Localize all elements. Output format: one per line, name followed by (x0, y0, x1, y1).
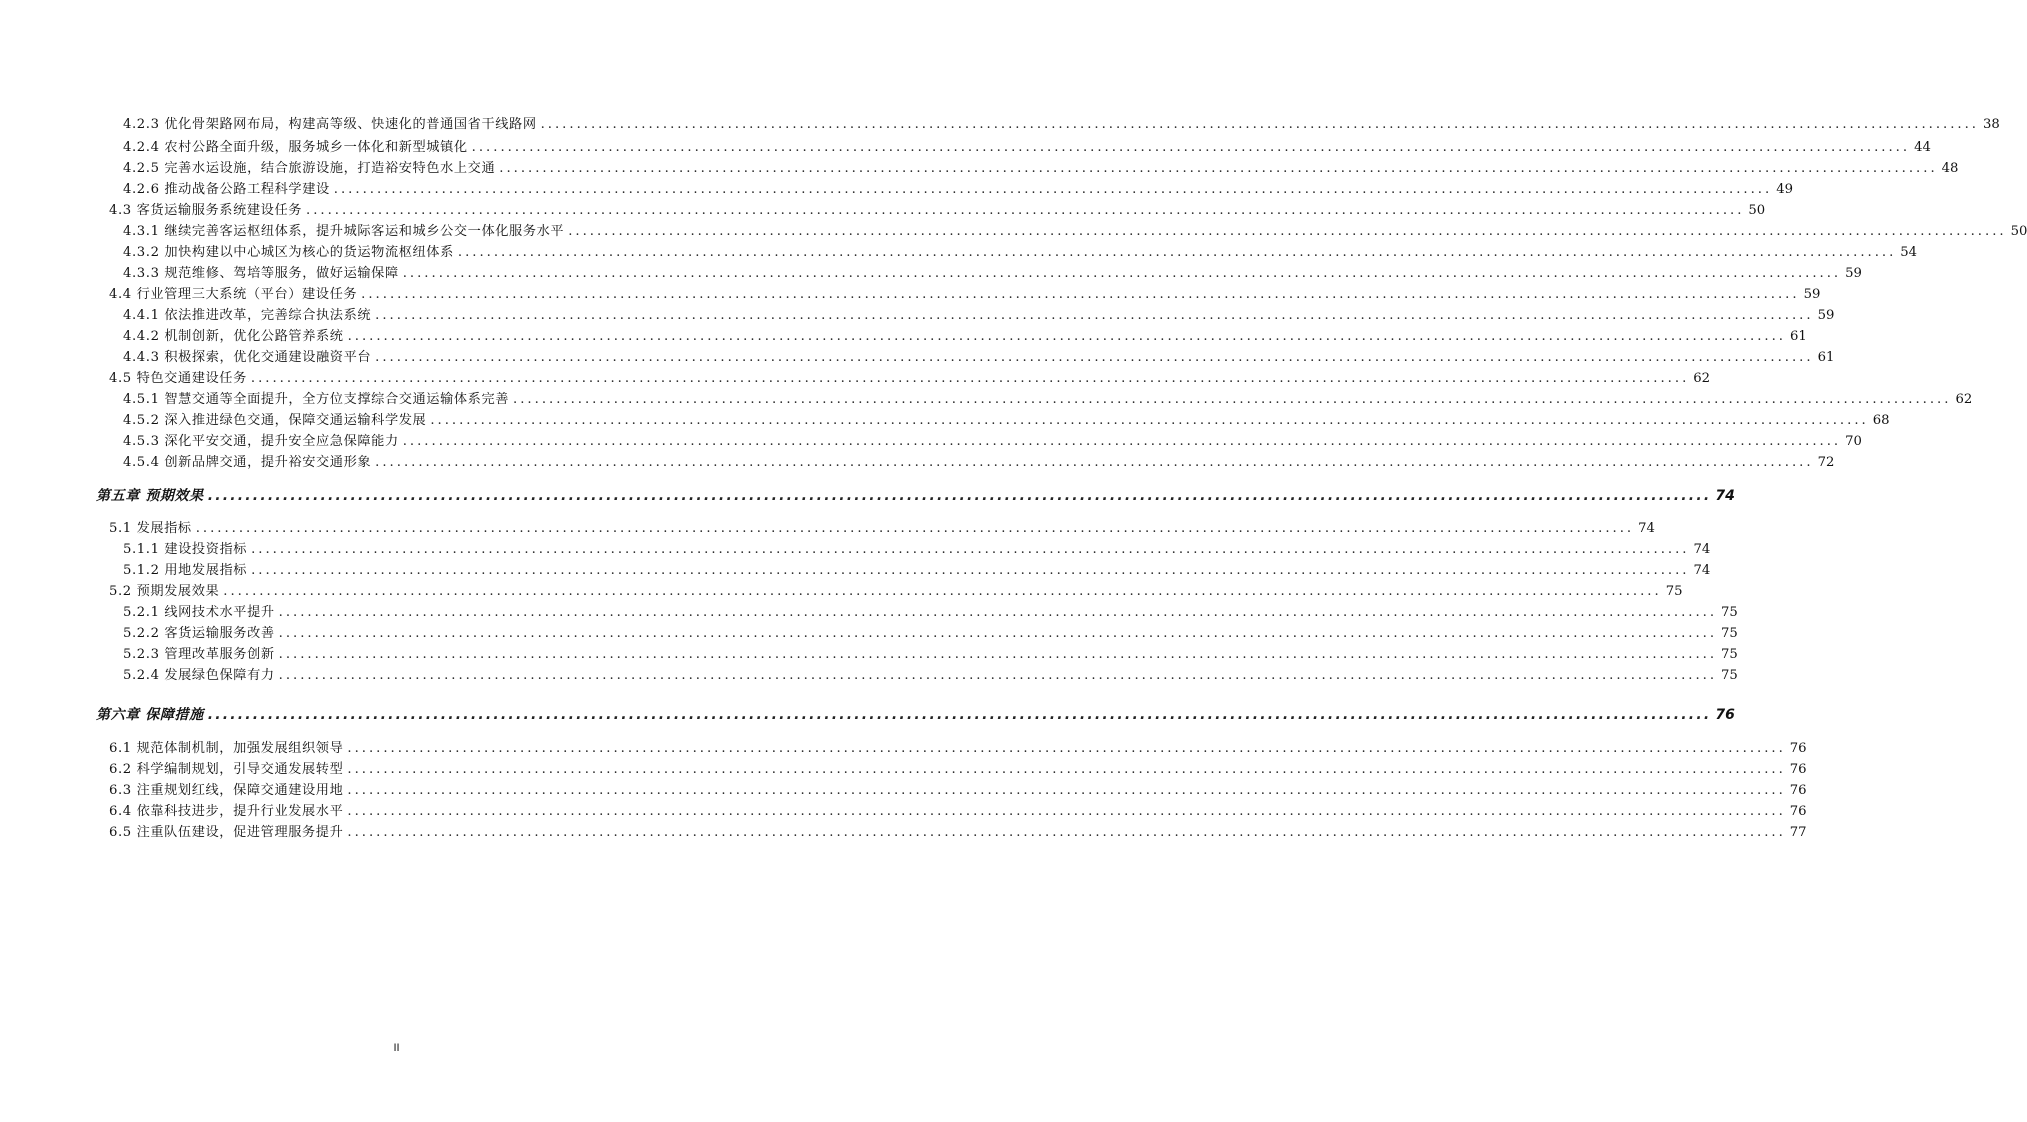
toc-page-number: 77 (1789, 825, 1807, 840)
toc-leader-dots: ........................................................................................................................................................................................................ (347, 825, 1786, 840)
toc-entry-title: 4.5.3 深化平安交通，提升安全应急保障能力 (123, 434, 399, 449)
toc-leader-dots: ........................................................................................................................................................................................................ (278, 647, 1718, 662)
toc-entry[interactable] (0, 625, 1738, 643)
toc-leader-dots: ........................................................................................................................................................................................................ (347, 804, 1786, 819)
toc-page-number: 75 (1721, 605, 1738, 620)
toc-page-number: 61 (1789, 329, 1807, 344)
toc-leader-dots: ........................................................................................................................................................................................................ (430, 413, 1869, 428)
toc-entry-title: 4.4.3 积极探索，优化交通建设融资平台 (123, 350, 372, 365)
toc-entry-title: 4.5.4 创新品牌交通，提升裕安交通形象 (123, 455, 372, 470)
toc-leader-dots: ........................................................................................................................................................................................................ (499, 161, 1938, 176)
page-number: II (393, 1042, 400, 1054)
toc-leader-dots: ........................................................................................................................................................................................................ (207, 707, 1712, 723)
toc-entry[interactable] (0, 667, 1738, 685)
toc-leader-dots: ........................................................................................................................................................................................................ (457, 245, 1897, 260)
toc-entry-title: 4.5.1 智慧交通等全面提升，全方位支撑综合交通运输体系完善 (123, 392, 510, 407)
toc-entry-title: 5.2.3 管理改革服务创新 (123, 647, 275, 662)
toc-entry[interactable] (0, 328, 1807, 346)
toc-page-number: 74 (1693, 563, 1711, 578)
toc-entry-title: 4.5 特色交通建设任务 (109, 371, 247, 386)
toc-entry-title: 5.1.2 用地发展指标 (123, 563, 248, 578)
toc-entry[interactable] (0, 520, 1655, 538)
toc-entry[interactable] (0, 740, 1807, 758)
toc-page-number: 75 (1721, 668, 1738, 683)
toc-page-number: 74 (1638, 521, 1655, 536)
toc-entry-title: 4.3.2 加快构建以中心城区为核心的货运物流枢纽体系 (123, 245, 454, 260)
toc-leader-dots: ........................................................................................................................................................................................................ (361, 287, 1800, 302)
toc-entry[interactable] (0, 202, 1766, 220)
toc-page-number: 38 (1983, 117, 2000, 132)
toc-chapter-entry[interactable] (0, 706, 1735, 724)
toc-entry-title: 4.3.3 规范维修、驾培等服务，做好运输保障 (123, 266, 399, 281)
toc-entry[interactable] (0, 824, 1807, 842)
toc-leader-dots: ........................................................................................................................................................................................................ (375, 308, 1814, 323)
toc-leader-dots: ........................................................................................................................................................................................................ (568, 224, 2007, 239)
toc-entry[interactable] (0, 223, 2027, 241)
toc-entry-title: 4.2.4 农村公路全面升级，服务城乡一体化和新型城镇化 (123, 140, 468, 155)
toc-chapter-entry[interactable] (0, 487, 1735, 505)
toc-page-number: 59 (1803, 287, 1821, 302)
toc-leader-dots: ........................................................................................................................................................................................................ (195, 521, 1635, 536)
toc-entry-title: 4.3.1 继续完善客运枢纽体系，提升城际客运和城乡公交一体化服务水平 (123, 224, 565, 239)
toc-page-number: 76 (1789, 804, 1807, 819)
toc-page-number: 59 (1845, 266, 1862, 281)
toc-entry[interactable] (0, 782, 1807, 800)
toc-entry-title: 4.3 客货运输服务系统建设任务 (109, 203, 303, 218)
toc-leader-dots: ........................................................................................................................................................................................................ (250, 371, 1690, 386)
toc-entry-title: 4.5.2 深入推进绿色交通，保障交通运输科学发展 (123, 413, 427, 428)
toc-entry-title: 5.2.1 线网技术水平提升 (123, 605, 275, 620)
toc-leader-dots: ........................................................................................................................................................................................................ (347, 783, 1786, 798)
toc-page-number: 50 (1748, 203, 1766, 218)
toc-page-number: 74 (1693, 542, 1711, 557)
toc-entry[interactable] (0, 604, 1738, 622)
toc-leader-dots: ........................................................................................................................................................................................................ (347, 329, 1786, 344)
toc-entry-title: 4.4.2 机制创新，优化公路管养系统 (123, 329, 344, 344)
toc-entry[interactable] (0, 454, 1835, 472)
toc-entry[interactable] (0, 541, 1711, 559)
toc-leader-dots: ........................................................................................................................................................................................................ (347, 741, 1786, 756)
toc-entry[interactable] (0, 412, 1890, 430)
toc-entry-title: 5.1 发展指标 (109, 521, 192, 536)
toc-entry[interactable] (0, 370, 1711, 388)
toc-page-number: 50 (2010, 224, 2027, 239)
toc-entry[interactable] (0, 265, 1862, 283)
toc-page-number: 75 (1721, 626, 1738, 641)
toc-entry[interactable] (0, 803, 1807, 821)
toc-entry-title: 4.4.1 依法推进改革，完善综合执法系统 (123, 308, 372, 323)
toc-entry-title: 6.4 依靠科技进步，提升行业发展水平 (109, 804, 344, 819)
toc-leader-dots: ........................................................................................................................................................................................................ (375, 350, 1814, 365)
toc-entry[interactable] (0, 160, 1959, 178)
toc-entry[interactable] (0, 244, 1918, 262)
toc-page-number: 68 (1872, 413, 1890, 428)
toc-leader-dots: ........................................................................................................................................................................................................ (333, 182, 1773, 197)
toc-entry[interactable] (0, 646, 1738, 664)
toc-page-number: 75 (1665, 584, 1683, 599)
toc-leader-dots: ........................................................................................................................................................................................................ (207, 488, 1712, 504)
toc-entry-title: 5.2.4 发展绿色保障有力 (123, 668, 275, 683)
toc-page-number: 62 (1693, 371, 1711, 386)
toc-page-number: 76 (1789, 783, 1807, 798)
toc-leader-dots: ........................................................................................................................................................................................................ (278, 605, 1718, 620)
toc-entry-title: 第五章 预期效果 (96, 488, 204, 504)
toc-entry[interactable] (0, 562, 1711, 580)
toc-page-number: 70 (1845, 434, 1862, 449)
toc-leader-dots: ........................................................................................................................................................................................................ (251, 542, 1690, 557)
toc-page-number: 48 (1941, 161, 1959, 176)
toc-entry-title: 6.5 注重队伍建设，促进管理服务提升 (109, 825, 344, 840)
toc-page-number: 75 (1721, 647, 1738, 662)
toc-leader-dots: ........................................................................................................................................................................................................ (306, 203, 1745, 218)
toc-leader-dots: ........................................................................................................................................................................................................ (375, 455, 1814, 470)
toc-page-number: 62 (1955, 392, 1973, 407)
toc-page-number: 61 (1817, 350, 1835, 365)
toc-leader-dots: ........................................................................................................................................................................................................ (223, 584, 1662, 599)
toc-page-number: 76 (1715, 707, 1735, 723)
toc-leader-dots: ........................................................................................................................................................................................................ (347, 762, 1786, 777)
toc-leader-dots: ........................................................................................................................................................................................................ (278, 626, 1718, 641)
toc-entry[interactable] (0, 116, 2000, 134)
toc-page-number: 49 (1776, 182, 1793, 197)
toc-leader-dots: ........................................................................................................................................................................................................ (402, 266, 1842, 281)
toc-page-number: 74 (1715, 488, 1735, 504)
toc-entry-title: 6.2 科学编制规划，引导交通发展转型 (109, 762, 344, 777)
toc-entry[interactable] (0, 139, 1931, 157)
toc-entry[interactable] (0, 286, 1821, 304)
toc-leader-dots: ........................................................................................................................................................................................................ (540, 117, 1979, 132)
toc-entry-title: 5.2 预期发展效果 (109, 584, 220, 599)
toc-page-number: 72 (1817, 455, 1835, 470)
toc-entry[interactable] (0, 583, 1683, 601)
toc-entry-title: 4.2.5 完善水运设施，结合旅游设施，打造裕安特色水上交通 (123, 161, 496, 176)
toc-entry[interactable] (0, 307, 1835, 325)
toc-page-number: 54 (1900, 245, 1918, 260)
toc-page-number: 76 (1789, 741, 1807, 756)
toc-entry[interactable] (0, 433, 1862, 451)
toc-leader-dots: ........................................................................................................................................................................................................ (513, 392, 1952, 407)
toc-page-number: 59 (1817, 308, 1835, 323)
toc-leader-dots: ........................................................................................................................................................................................................ (402, 434, 1842, 449)
toc-entry-title: 6.3 注重规划红线，保障交通建设用地 (109, 783, 344, 798)
toc-entry-title: 4.2.3 优化骨架路网布局，构建高等级、快速化的普通国省干线路网 (123, 117, 537, 132)
toc-entry[interactable] (0, 181, 1793, 199)
toc-entry[interactable] (0, 761, 1807, 779)
toc-entry-title: 第六章 保障措施 (96, 707, 204, 723)
toc-entry[interactable] (0, 391, 1973, 409)
toc-entry-title: 4.4 行业管理三大系统（平台）建设任务 (109, 287, 358, 302)
toc-entry[interactable] (0, 349, 1835, 367)
toc-page-number: 76 (1789, 762, 1807, 777)
toc-entry-title: 5.1.1 建设投资指标 (123, 542, 248, 557)
toc-entry-title: 6.1 规范体制机制，加强发展组织领导 (109, 741, 344, 756)
toc-entry-title: 4.2.6 推动战备公路工程科学建设 (123, 182, 330, 197)
toc-page-number: 44 (1914, 140, 1931, 155)
toc-entry-title: 5.2.2 客货运输服务改善 (123, 626, 275, 641)
toc-leader-dots: ........................................................................................................................................................................................................ (471, 140, 1911, 155)
toc-leader-dots: ........................................................................................................................................................................................................ (251, 563, 1690, 578)
toc-leader-dots: ........................................................................................................................................................................................................ (278, 668, 1718, 683)
